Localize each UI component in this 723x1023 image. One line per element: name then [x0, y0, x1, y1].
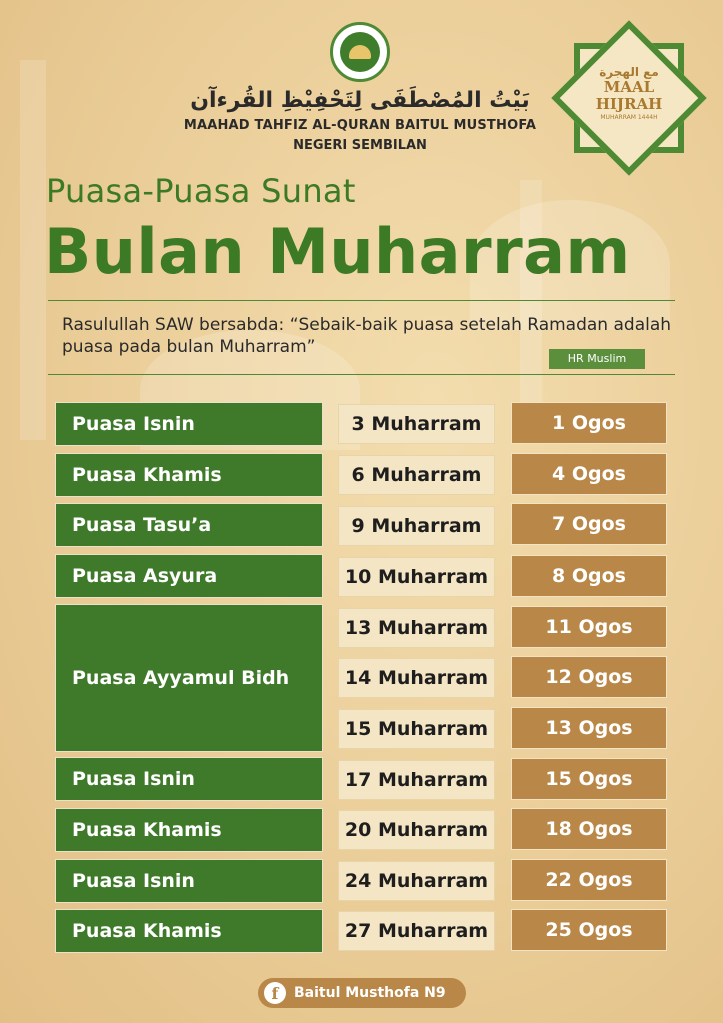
gregorian-date: 11 Ogos — [511, 606, 667, 648]
facebook-page-link[interactable] — [258, 978, 466, 1008]
fast-name: Puasa Khamis — [55, 909, 323, 953]
hijri-date: 27 Muharram — [338, 911, 495, 951]
fast-name: Puasa Khamis — [55, 808, 323, 852]
gregorian-date: 1 Ogos — [511, 402, 667, 444]
fast-name: Puasa Khamis — [55, 453, 323, 497]
institution-name: MAAHAD TAHFIZ AL-QURAN BAITUL MUSTHOFA — [183, 118, 537, 133]
badge-line2: HIJRAH — [595, 95, 663, 113]
hijri-date: 10 Muharram — [338, 557, 495, 597]
badge-small-text: MUHARRAM 1444H — [600, 114, 658, 121]
facebook-page-name: Baitul Musthofa N9 — [294, 985, 446, 1001]
hijri-date: 13 Muharram — [338, 608, 495, 648]
arabic-institution-title: بَيْتُ المُصْطَفَى لِتَحْفِيْظِ القُرءآن — [190, 88, 530, 113]
gregorian-date: 7 Ogos — [511, 503, 667, 545]
facebook-icon: f — [264, 982, 286, 1004]
gregorian-date: 4 Ogos — [511, 453, 667, 495]
background-minaret — [20, 60, 46, 440]
hijri-date: 14 Muharram — [338, 658, 495, 698]
page-title: Bulan Muharram — [44, 215, 631, 288]
hijri-date: 6 Muharram — [338, 455, 495, 495]
divider — [48, 300, 675, 301]
fast-name: Puasa Asyura — [55, 554, 323, 598]
fast-name: Puasa Isnin — [55, 402, 323, 446]
divider — [48, 374, 675, 375]
fast-name: Puasa Tasu’a — [55, 503, 323, 547]
badge-line1: MAAL — [603, 78, 655, 96]
hijri-date: 9 Muharram — [338, 506, 495, 546]
hijri-date: 24 Muharram — [338, 861, 495, 901]
gregorian-date: 8 Ogos — [511, 555, 667, 597]
gregorian-date: 12 Ogos — [511, 656, 667, 698]
fast-name: Puasa Isnin — [55, 859, 323, 903]
hadith-source: HR Muslim — [549, 349, 645, 369]
gregorian-date: 13 Ogos — [511, 707, 667, 749]
gregorian-date: 15 Ogos — [511, 758, 667, 800]
gregorian-date: 18 Ogos — [511, 808, 667, 850]
mosque-icon — [340, 32, 380, 72]
maal-hijrah-badge — [566, 35, 692, 161]
institution-location: NEGERI SEMBILAN — [293, 138, 427, 153]
gregorian-date: 22 Ogos — [511, 859, 667, 901]
gregorian-date: 25 Ogos — [511, 909, 667, 951]
page-subtitle: Puasa-Puasa Sunat — [46, 172, 356, 210]
hijri-date: 15 Muharram — [338, 709, 495, 749]
hijri-date: 20 Muharram — [338, 810, 495, 850]
hijri-date: 3 Muharram — [338, 404, 495, 444]
fast-name: Puasa Isnin — [55, 757, 323, 801]
hijri-date: 17 Muharram — [338, 760, 495, 800]
fast-name: Puasa Ayyamul Bidh — [55, 604, 323, 752]
institution-logo — [330, 22, 390, 82]
badge-arabic: مع الهجرة — [599, 65, 659, 79]
hadith-text: Rasulullah SAW bersabda: “Sebaik-baik puasa setelah Ramadan adalah puasa pada bulan Muharram” — [62, 315, 672, 357]
